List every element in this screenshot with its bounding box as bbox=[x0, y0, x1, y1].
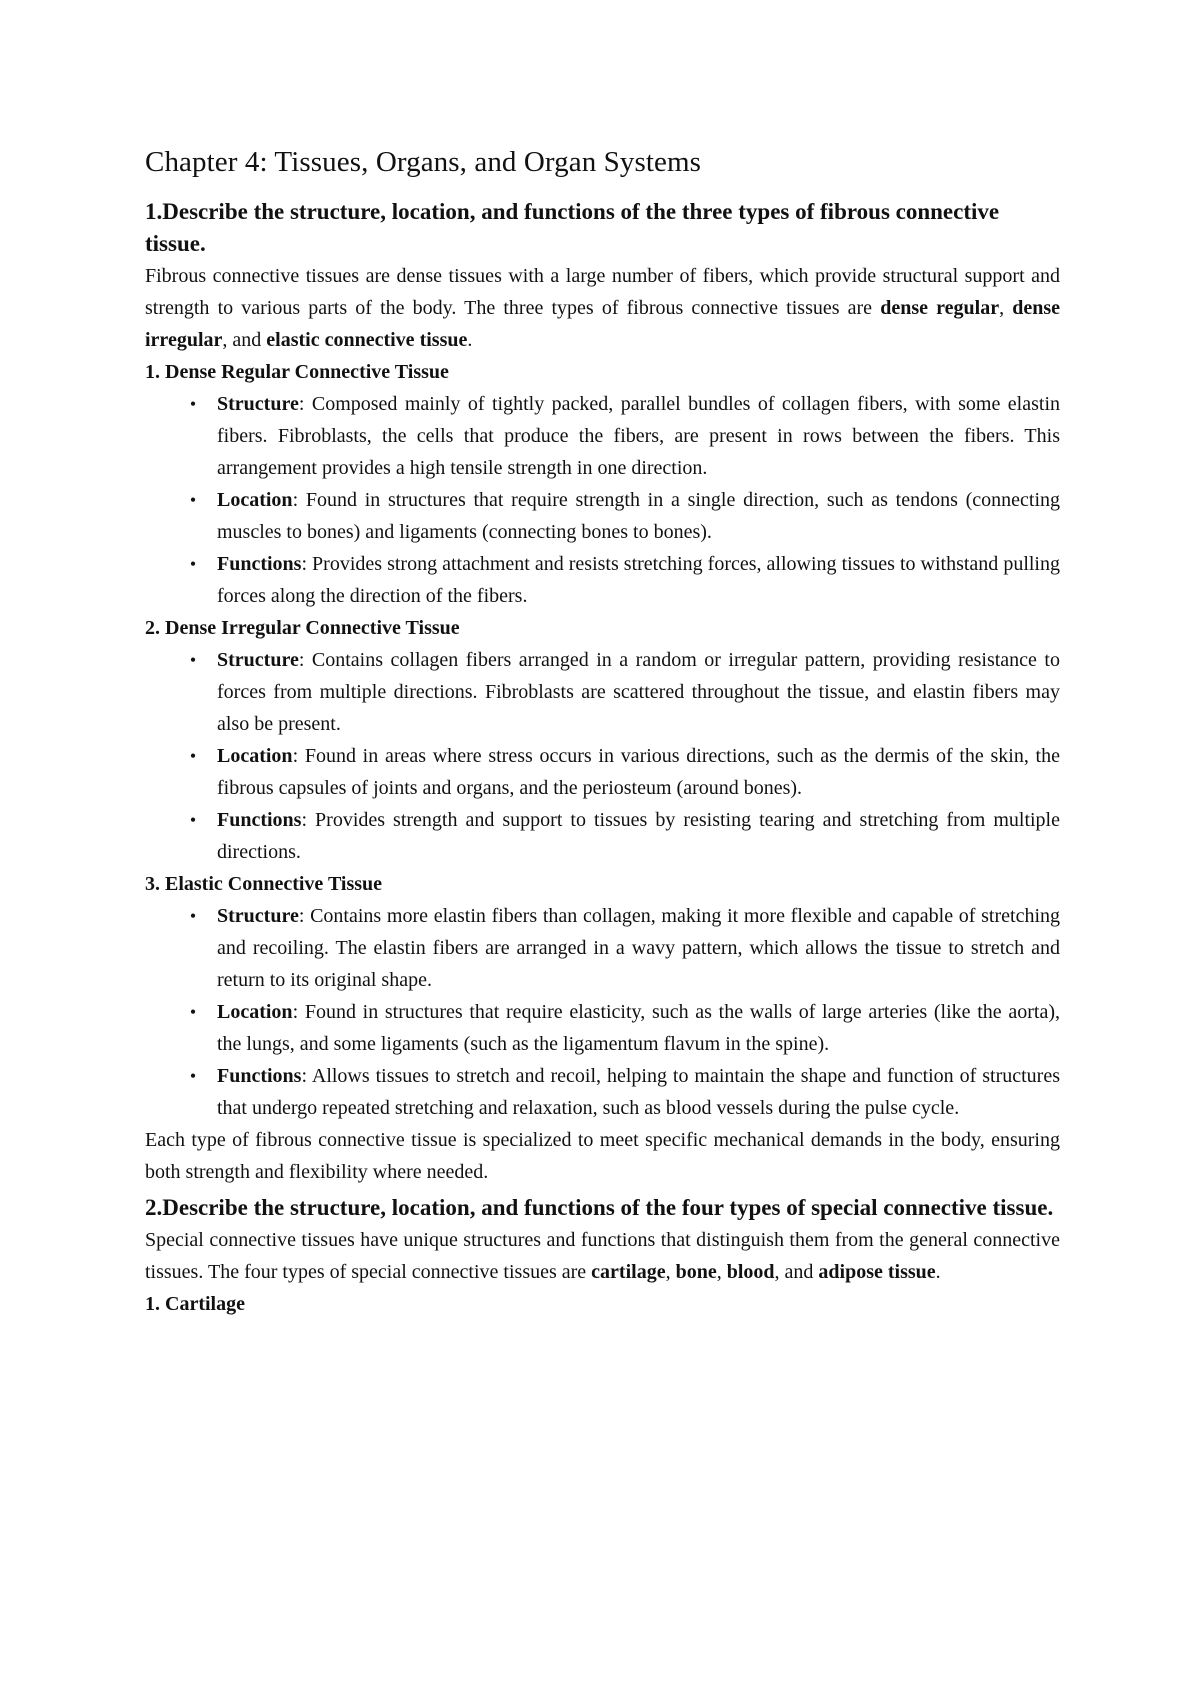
question-1-conclusion: Each type of fibrous connective tissue is specialized to meet specific mechanical demands in the body, ensuring both strength and flexibility where needed. bbox=[145, 1129, 1060, 1183]
section-dense-regular-title: 1. Dense Regular Connective Tissue bbox=[145, 361, 449, 383]
term-bone: bone bbox=[675, 1261, 717, 1283]
bullet-label: Functions bbox=[217, 1065, 302, 1087]
term-elastic-connective-tissue: elastic connective tissue bbox=[266, 329, 468, 351]
bullet-icon: • bbox=[189, 1066, 197, 1086]
list-item bbox=[145, 388, 1060, 484]
intro-text: , and bbox=[774, 1261, 819, 1283]
bullet-label: Location bbox=[217, 745, 293, 767]
term-dense-regular: dense regular bbox=[880, 297, 1000, 319]
intro-text: . bbox=[935, 1261, 941, 1283]
bullet-icon: • bbox=[189, 554, 197, 574]
bullet-label: Location bbox=[217, 489, 293, 511]
list-item bbox=[145, 996, 1060, 1060]
bullet-text: : Found in structures that require strength in a single direction, such as tendons (connecting muscles to bones) and ligaments (connecting bones to bones). bbox=[217, 489, 1060, 543]
bullet-icon: • bbox=[189, 1002, 197, 1022]
list-item bbox=[145, 484, 1060, 548]
bullet-icon: • bbox=[189, 810, 197, 830]
term-blood: blood bbox=[726, 1261, 775, 1283]
list-item bbox=[145, 900, 1060, 996]
list-item bbox=[145, 740, 1060, 804]
bullet-icon: • bbox=[189, 650, 197, 670]
bullet-text: : Found in structures that require elasticity, such as the walls of large arteries (like the aorta), the lungs, and some ligaments (such as the ligamentum flavum in the spine). bbox=[217, 1001, 1060, 1055]
intro-text: , bbox=[716, 1261, 727, 1283]
question-2-intro bbox=[145, 1224, 1060, 1288]
intro-text: Special connective tissues have unique structures and functions that distinguish them from the general connective tissues. The four types of special connective tissues are bbox=[145, 1229, 1060, 1283]
intro-text: . bbox=[467, 329, 473, 351]
intro-text: Fibrous connective tissues are dense tissues with a large number of fibers, which provide structural support and strength to various parts of the body. The three types of fibrous connective tissues are bbox=[145, 265, 1060, 319]
section-dense-regular-list bbox=[145, 388, 1060, 612]
bullet-label: Structure bbox=[217, 393, 299, 415]
bullet-text: : Provides strong attachment and resists stretching forces, allowing tissues to withstand pulling forces along the direction of the fibers. bbox=[217, 553, 1060, 607]
intro-text: , bbox=[999, 297, 1013, 319]
bullet-text: : Found in areas where stress occurs in various directions, such as the dermis of the skin, the fibrous capsules of joints and organs, and the periosteum (around bones). bbox=[217, 745, 1060, 799]
section-dense-irregular-title: 2. Dense Irregular Connective Tissue bbox=[145, 617, 460, 639]
list-item bbox=[145, 1060, 1060, 1124]
term-adipose-tissue: adipose tissue bbox=[818, 1261, 936, 1283]
bullet-icon: • bbox=[189, 906, 197, 926]
bullet-icon: • bbox=[189, 394, 197, 414]
intro-text: , bbox=[665, 1261, 676, 1283]
question-2-heading: 2.Describe the structure, location, and functions of the four types of special connective tissue. bbox=[145, 1195, 1054, 1220]
question-1-heading: 1.Describe the structure, location, and functions of the three types of fibrous connective tissue. bbox=[145, 199, 1000, 256]
question-1-intro bbox=[145, 260, 1060, 356]
bullet-icon: • bbox=[189, 746, 197, 766]
bullet-text: : Contains collagen fibers arranged in a random or irregular pattern, providing resistance to forces from multiple directions. Fibroblasts are scattered throughout the tissue, and elastin fibers may also be present. bbox=[217, 649, 1060, 735]
bullet-icon: • bbox=[189, 490, 197, 510]
section-elastic-title: 3. Elastic Connective Tissue bbox=[145, 873, 383, 895]
bullet-text: : Composed mainly of tightly packed, parallel bundles of collagen fibers, with some elastin fibers. Fibroblasts, the cells that produce the fibers, are present in rows between the fibers. This arrangement provides a high tensile strength in one direction. bbox=[217, 393, 1060, 479]
list-item bbox=[145, 804, 1060, 868]
document-content bbox=[145, 142, 1060, 1320]
bullet-label: Structure bbox=[217, 905, 299, 927]
list-item bbox=[145, 644, 1060, 740]
term-dense-irregular: dense irregular bbox=[145, 297, 1061, 351]
bullet-label: Structure bbox=[217, 649, 299, 671]
section-elastic-list bbox=[145, 900, 1060, 1124]
bullet-text: : Provides strength and support to tissues by resisting tearing and stretching from multiple directions. bbox=[217, 809, 1060, 863]
bullet-text: : Contains more elastin fibers than collagen, making it more flexible and capable of stretching and recoiling. The elastin fibers are arranged in a wavy pattern, which allows the tissue to stretch and return to its original shape. bbox=[217, 905, 1060, 991]
section-dense-irregular-list bbox=[145, 644, 1060, 868]
term-cartilage: cartilage bbox=[591, 1261, 666, 1283]
bullet-text: : Allows tissues to stretch and recoil, helping to maintain the shape and function of structures that undergo repeated stretching and relaxation, such as blood vessels during the pulse cycle. bbox=[217, 1065, 1060, 1119]
chapter-title: Chapter 4: Tissues, Organs, and Organ Systems bbox=[145, 146, 702, 178]
list-item bbox=[145, 548, 1060, 612]
bullet-label: Functions bbox=[217, 809, 302, 831]
bullet-label: Functions bbox=[217, 553, 302, 575]
bullet-label: Location bbox=[217, 1001, 293, 1023]
section-cartilage-title: 1. Cartilage bbox=[145, 1293, 245, 1315]
intro-text: , and bbox=[222, 329, 267, 351]
